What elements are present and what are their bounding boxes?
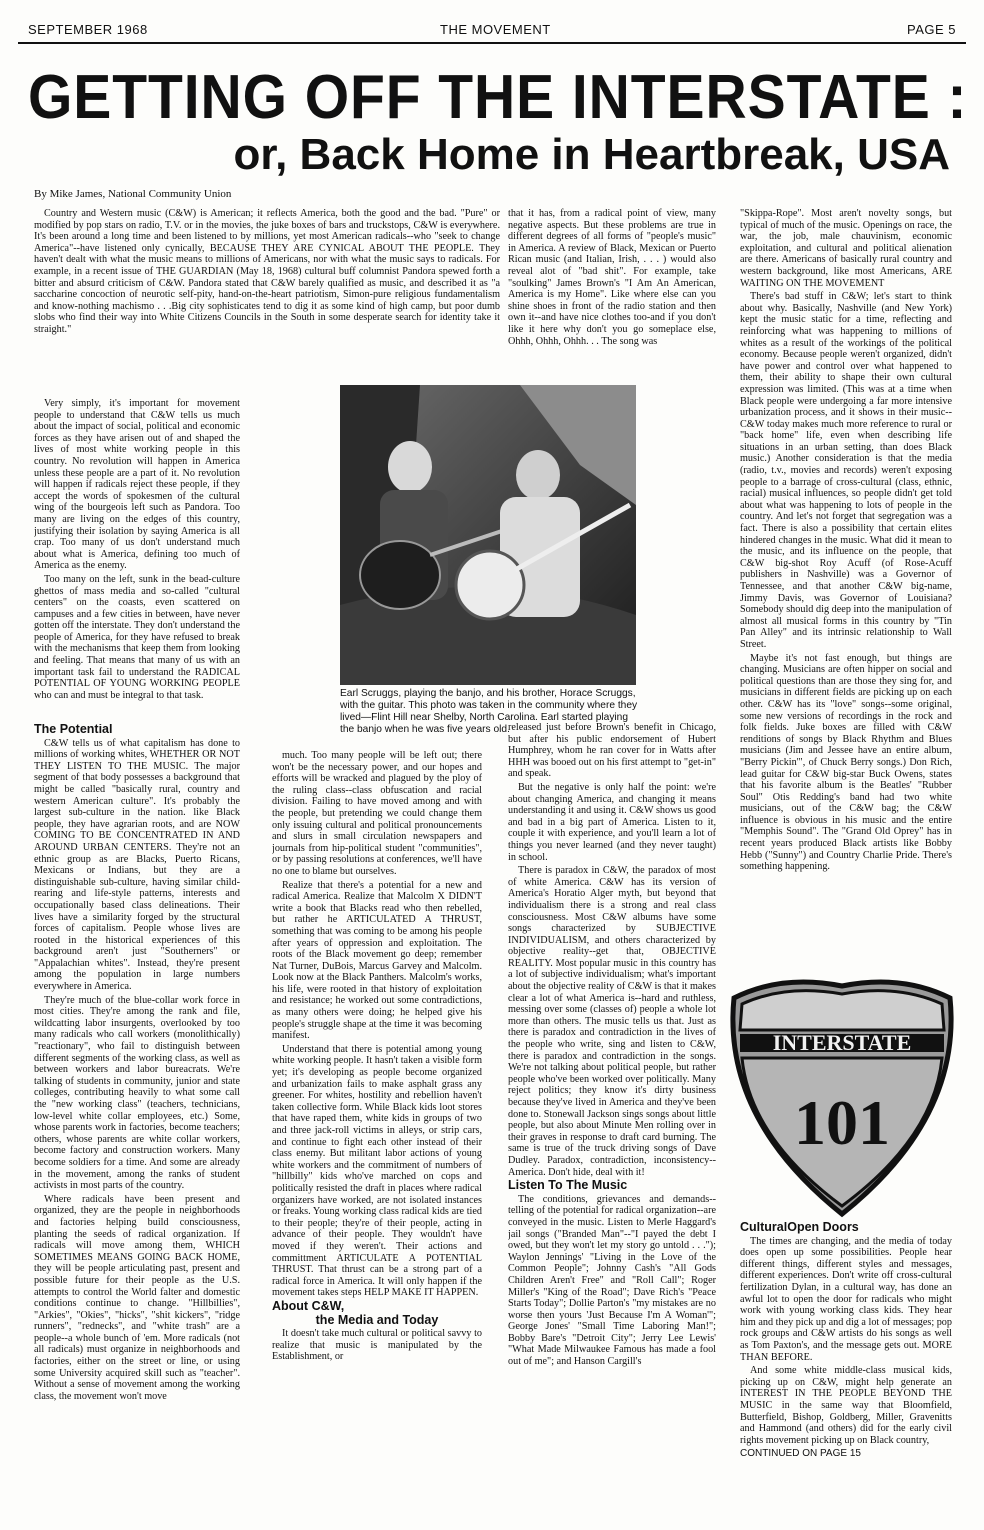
- paragraph: that it has, from a radical point of view, many negative aspects. But these problems are true in different degrees of all forms of "people's music" in America. A review of Black, Mexican or Puerto Rican music (and Italian, Irish, . . . ) would also reveal alot of "bad shit". For example, take "soulking" James Brown's "I Am An American, America is my Home". Like where else can you shine shoes in front of the radio station and then own it--and have nice clothes too-and if you don't like it here why don't you go someplace else, Ohhh, Ohhh, Ohhh. . . The song was: [508, 208, 716, 347]
- continued-notice: CONTINUED ON PAGE 15: [740, 1448, 861, 1460]
- paragraph: Understand that there is potential among young white working people. It hasn't taken a visible form yet; it's developing as people become organized and urbanization fails to make asphalt grass any greener. For whites, hostility and rebellion haven't taken collective form. While Black kids loot stores that have raped them, white kids in groups of two and three jack-roll victims in alleys, or strip cars, and continue to fight each other instead of their class enemy. But militant labor actions of young white workers and the commitment of numbers of "hillbilly" kids who've marched on cops and politically resisted the draft in places where radical organizers have worked, are not isolated instances or freaks. Young working class radical kids are tied to their people; they're of their people, acting in advance of their people. They wouldn't have moved if they weren't. Their actions and committment ARTICULATE A POTENTIAL THRUST. That thrust can be a strong part of a radical force in America. It will only happen if the movement takes steps HELP MAKE IT HAPPEN.: [272, 1043, 482, 1299]
- paragraph: much. Too many people will be left out; there won't be the necessary power, and our hopes and efforts will be wracked and plagued by the ploy of the ruling class--class obfuscation and racial division. Failing to have moved among and with the people, but pretending we could change them only issuing cultural and political pronouncements and slurs in small circulation newspapers and journals from hip-political student "communities", or by passing resolutions at conferences, we'll have no one to blame but ourselves.: [272, 750, 482, 877]
- paragraph: There's bad stuff in C&W; let's start to think about why. Basically, Nashville (and New York) kept the music static for a time, reflecting and reinforcing what was happening to millions of whites as a result of the workings of the political economy. Because people weren't organized, didn't have power and control over what happened to them, their ability to shape their own cultural expression was limited. (This was at a time when Black people were undergoing a far more intensive urbanization process, and it shows in their music--C&W today makes much more reference to rural or "back home" life, even when describing life situations in an urban setting, than does Black music.) Another consideration is that the media (radio, t.v., movies and records) weren't exposing people to a barrage of cross-cultural (class, ethnic, racial) musical influences, so people didn't get told about what was happening to lots of people in the country. And let's not forget that segregation was a fact. There is also a possibility that certain elites hindered changes in the music. What did it mean to the music, and its influence on the people, that C&W big-shot Roy Acuff (of Rose-Acuff publishers in Nashville) was a Governor of Tennessee, and that another C&W big-name, Jimmy Davis, was Governor of Louisiana? Somebody should dig deep into the manipulation of almost all musical forms in this country by "Tin Pan Alley" and its intrinsic relationship to Wall Street.: [740, 291, 952, 650]
- page-header: [20, 22, 964, 40]
- column-3-top: [508, 208, 716, 376]
- paragraph: "Skippa-Rope". Most aren't novelty songs, but typical of much of the music. Openings on race, the war, the job, male chauvinism, economic exploitation, and cultural and political alienation are there. Americans of basically rural country and western background, like most Americans, ARE WAITING ON THE MOVEMENT: [740, 208, 952, 289]
- section-heading: CulturalOpen Doors: [740, 1222, 859, 1234]
- section-heading: Listen To The Music: [508, 1178, 628, 1193]
- photo-caption: Earl Scruggs, playing the banjo, and his brother, Horace Scruggs, with the guitar. This photo was taken in the community where they lived—Flint Hill near Shelby, North Carolina. Earl started playing the banjo when he was five years old.: [340, 688, 638, 735]
- issue-date: SEPTEMBER 1968: [28, 22, 148, 37]
- paragraph: Realize that there's a potential for a new and radical America. Realize that Malcolm X DIDN'T write a book that Blacks read who then rebelled, but rather he ARTICULATED A THRUST, something that was coming to be among his people after years of oppression and exploitation. The roots of the Black movement go deep; remember Nat Turner, DuBois, Marcus Garvey and Malcolm. Look now at the Black Panthers. Malcolm's works, his life, were rooted in that history of exploitation and resistance; he worked out some contradictions, as many others were doing; he helped give his people's struggle shape at the time it was becoming manifest.: [272, 879, 482, 1042]
- paragraph: released just before Brown's benefit in Chicago, but after his public endorsement of Hubert Humphrey, whom he ran cover for in Watts after HHH was booed out on his first attempt to "get-in" and speak.: [508, 722, 716, 780]
- paragraph: The times are changing, and the media of today does open up some possibilities. People hear different things, different styles and messages, different experiences. Don't write off cross-cultural fertilization Dylan, in a cultural way, has done an awful lot to open the door for radicals who might work with young working class kids. They hear him and they pick up and dig a lot of messages; pop rock groups and C&W artists do his songs as well as Tom Paxton's, and the message gets out. MORE THAN BEFORE.: [740, 1235, 952, 1363]
- paragraph: It doesn't take much cultural or political savvy to realize that music is manipulated by the Establishment, or: [272, 1328, 482, 1363]
- interstate-shield-icon: [722, 968, 962, 1220]
- intro-paragraph-block: [34, 208, 500, 396]
- headline: GETTING OFF THE INTERSTATE :: [28, 63, 968, 132]
- publication-name: THE MOVEMENT: [440, 22, 551, 37]
- column-1-top: [34, 398, 240, 722]
- paragraph: Where radicals have been present and organized, they are the people in neighborhoods and factories helping build consciousness, planting the seeds of radical organization. If radicals will move among them, WHICH SOMETIMES MEANS GOING BACK HOME, they will be people articulating past, present and possible future for their people as the U.S. attempts to control the World falter and domestic conditions continue to change. "Hillbillies", "Arkies", "Okies", "hicks", "shit kickers", "ridge runners", "rednecks", and "white trash" are a people--a whole bunch of 'em. More radicals (not all radicals) must organize in neighborhoods and factories, either on the street or line, or using some University acquired skill such as "teacher". Without a sense of movement among the working class, the movement won't move: [34, 1193, 240, 1402]
- paragraph: And some white middle-class musical kids, picking up on C&W, might help generate an INTEREST IN THE PEOPLE BEYOND THE MUSIC in the same way that Bloomfield, Butterfield, Bishop, Goldberg, Miller, Gravenitts and Hammond (and others) did for the early civil rights movement picking up on Black country,: [740, 1365, 952, 1446]
- scruggs-brothers-photo: [340, 385, 636, 685]
- paragraph: Too many on the left, sunk in the bead-culture ghettos of mass media and so-called "cultural centers" on the coasts, even scattered on campuses and a few cities in between, have never gotten off the interstate. They don't understand the people of America, for they have refused to break with the mechanisms that keep them from looking and feeling. That means that many of us with an important task fail to understand the RADICAL POTENTIAL OF YOUNG WORKING PEOPLE who can and must be integral to that task.: [34, 573, 240, 701]
- column-4-top: [740, 208, 952, 968]
- section-heading: About C&W,: [272, 1298, 345, 1313]
- byline: By Mike James, National Community Union: [34, 188, 232, 200]
- section-heading: The Potential: [34, 724, 113, 736]
- section-heading: the Media and Today: [315, 1312, 439, 1327]
- paragraph: They're much of the blue-collar work force in most cities. They're among the rank and file, wildcatting labor insurgents, overlooked by too many radicals who call workers (monolithically) "reactionary", who fail to distinguish between different segments of the working class, as well as between workers and labor bureacrats. We're talking of students in community, junior and state colleges, contributing heavily to what some call the "new working class" (teachers, technicians, low-level white collar employees, etc.) Some, whose parents work in factories, become teachers; others, whose parents are white collar workers, become factory and construction workers. Many become soldiers for a time. And some are already in the movement, among the ranks of student activists in most parts of the country.: [34, 994, 240, 1192]
- shield-top-text: INTERSTATE: [772, 1030, 912, 1055]
- paragraph: The conditions, grievances and demands--telling of the potential for radical organization--are conveyed in the music. Listen to Merle Haggard's jail songs ("Branded Man"--"I payed the debt I owed, but they won't let my story go untold . . ."); Waylon Jennings' "Living in the Love of the Common People"; Johnny Cash's "All Gods Children Aren't Free" and "Roll Call"; Roger Miller's "King of the Road"; Dave Rich's "Peace Starts Today"; Dollie Parton's "my mistakes are no worse then yours 'Just Because I'm A Woman'"; George Jones' "Small Time Laboring Man!"; Bobby Bare's "Detroit City"; Jerry Lee Lewis' "What Made Milwaukee Famous has made a fool out of me"; and Hanson Cargill's: [508, 1193, 716, 1368]
- photo-image: [340, 385, 636, 685]
- header-rule: [18, 42, 966, 44]
- column-1-bottom: [34, 724, 240, 1514]
- intro-paragraph: Country and Western music (C&W) is American; it reflects America, both the good and the bad. "Pure" or modified by pop stars on radio, T.V. or in the movies, the juke boxes of bars and truckstops, C&W is everywhere. It's been around a long time and been listened to by millions, yet most American radicals--who "seek to change America"--have listened only cynically, BECAUSE THEY ARE CYNICAL ABOUT THE PEOPLE. They haven't dealt with what the music means to millions of Americans, nor with what the music says to radicals. For example, in a recent issue of THE GUARDIAN (May 18, 1968) cultural buff columnist Pandora spewed forth a bitter and absurd criticism of C&W. Pandora stated that C&W barely qualified as music, and described it as "a saccharine concoction of neurotic self-pity, hand-on-the-heart patriotism, Simon-pure religious fundamentalism and know-nothing machismo . . .Big city sophisticates tend to dig it as some kind of high camp, but poor dumb slobs who find their way into White Citizens Councils in the South in some desperate search for identity take it straight.": [34, 208, 500, 335]
- subheadline: or, Back Home in Heartbreak, USA: [233, 130, 950, 179]
- column-4-bottom: [740, 1222, 952, 1514]
- paragraph: Very simply, it's important for movement people to understand that C&W tells us much about the impact of social, political and economic forces as they have arisen out of and shaped the lives of most white working people in this country. No revolution will happen in America unless these people are a part of it. No revolution will happen if radicals reject these people, if they accept the words of spokesmen of the cultural wing of the bourgeois left such as Pandora. Too many are living on the edges of this country, justifying their isolation by saying America is all crap. Too many of us don't understand much about what is America, defining too much of America as the enemy.: [34, 398, 240, 572]
- paragraph: But the negative is only half the point: we're about changing America, and changing it means understanding it and using it. C&W shows us good and bad in a big part of America. Listen to it, couple it with experience, and you'll learn a lot of things you never learned (and they never taught) in school.: [508, 781, 716, 863]
- column-3-bottom: [508, 722, 716, 1514]
- paragraph: Maybe it's not fast enough, but things are changing. Musicians are often hipper on social and political questions than are those they sing for, and musicians in different fields are picking up on each other. C&W has its "love" songs--some original, some new versions of recordings in the rock and folk fields. Juke boxes are filled with C&W renditions of songs by Black Rhythm and Blues musicians (Jim and Jessee have an entire album, "Berry Pickin'", of Chuck Berry songs.) Don Rich, lead guitar for C&W big-star Buck Owens, states that his favorite album is the Beatles' "Rubber Soul" Otis Redding's band had two white musicians, out of the C&W bag; the C&W influence is obvious in his music and the entire "Memphis Sound". The "Grand Old Oprey" has in recent years produced Black artists like Bobby Hebb ("Sunny") and Country Charlie Pride. There's something happening.: [740, 652, 952, 873]
- column-2: [272, 750, 482, 1514]
- paragraph: C&W tells us of what capitalism has done to millions of working whites, WHETHER OR NOT THEY LISTEN TO THE MUSIC. The major segment of that body possesses a background that might be called "basically rural, country and western American culture". It's probably the largest sub-culture in the nation. like Black people, they have agrarian roots, and are NOW COMING TO BE CONCENTRATED IN AND AROUND URBAN CENTERS. They're not an ethnic group as are Blacks, Puerto Ricans, Mexicans or Indians, but they are a distinguishable sub-culture, having similar child-rearing and life-style patterns, interests and occupationally based class delineations. Their lives have a similarity forged by the structural forces of capitalism. People whose lives are rooted in the historical experiences of this background aren't just "Southerners" or "Appalachian whites". Instead, they're present among the population in large numbers everywhere in America.: [34, 737, 240, 993]
- page-number: PAGE 5: [906, 22, 956, 37]
- shield-route-number: 101: [794, 1087, 890, 1158]
- paragraph: There is paradox in C&W, the paradox of most of white America. C&W has its version of America's Horatio Alger myth, but beyond that individualism there is a strong and real class consciousness. Most C&W albums have some songs characterized by SUBJECTIVE INDIVIDUALISM, and others characterized by objective reality--get that, OBJECTIVE REALITY. Most popular music in this country has a lot of subjective individualism; what's important about the objective reality of C&W is that it makes clear a lot of what America is--hard and ruthless, messing over some (classes of) people a whole lot more than others. The music tells us that. Just as there is paradox and contradiction in the lives of the people who write, sing and listen to C&W, there is paradox and contradiction in the songs. We're not talking about political people, but rather people who've been worked over politically. Many reject politics; they know it's dirty business because they've lived in America and they've been done to. Stonewall Jackson sings songs about little people, but also about Minute Men rolling over in their graves in response to draft card burning. The same is true of the truck driving songs of Dave Dudley. Paradox, contradiction, inconsistency--America. Don't hide, deal with it!: [508, 865, 716, 1178]
